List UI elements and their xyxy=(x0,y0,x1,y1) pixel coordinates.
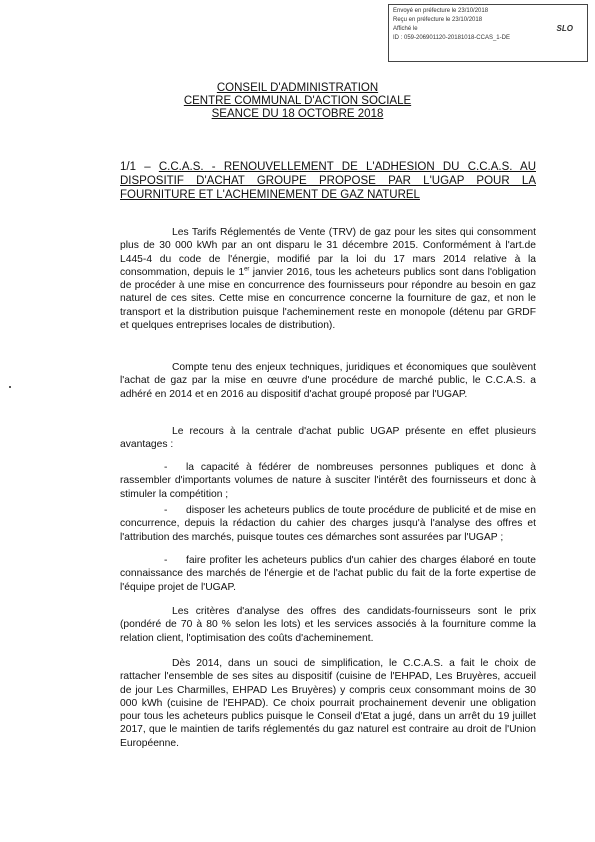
paragraph-4-text: Les critères d'analyse des offres des candidats-fournisseurs sont le prix (pondéré de 70 à 80 % selon les lots) et les services associés à la fourniture comme la relation client, l'optimisation des coûts d'acheminement. xyxy=(120,606,536,644)
paragraph-3 xyxy=(120,425,536,452)
prefecture-stamp xyxy=(388,4,588,62)
bullet-3-text: faire profiter les acheteurs publics d'un cahier des charges élaboré en toute connaissance des marchés de l'énergie et de l'achat public du fait de la forte expertise de l'équipe projet de l'UGAP. xyxy=(120,555,536,593)
agenda-item-title xyxy=(120,160,536,202)
stamp-received-line: Reçu en préfecture le 23/10/2018 xyxy=(393,17,483,23)
paragraph-1-part-b: janvier 2016, tous les acheteurs publics sont dans l'obligation de procéder à une mise en concurrence des fournisseurs pour répondre au besoin en gaz naturel de ces sites. Cette mise en concurrence concerne la fourniture de gaz, et non le transport et la distribution puisque l'acheminement reste en monopole (détenu par GRDF et quelques entreprises locales de distribution). xyxy=(120,266,536,332)
bullet-dash: - xyxy=(164,555,168,566)
title-text: C.C.A.S. - RENOUVELLEMENT DE L'ADHESION DU C.C.A.S. AU DISPOSITIF D'ACHAT GROUPE PROPOSE PAR L'UGAP POUR LA FOURNITURE ET L'ACHEMINEMENT DE GAZ NATUREL xyxy=(120,161,536,201)
header-council: CONSEIL D'ADMINISTRATION xyxy=(216,82,379,94)
paragraph-2 xyxy=(120,361,536,401)
bullet-1-text: la capacité à fédérer de nombreuses personnes publiques et donc à rassembler d'importants volumes de nature à susciter l'intérêt des fournisseurs et donc à stimuler la compétition ; xyxy=(120,462,536,500)
paragraph-1-superscript: er xyxy=(244,266,250,273)
bullet-2-text: disposer les acheteurs publics de toute procédure de publicité et de mise en concurrence, depuis la rédaction du cahier des charges jusqu'à l'analyse des offres et l'attribution des marchés, puisque toutes ces démarches sont assurées par l'UGAP ; xyxy=(120,505,536,543)
document-header xyxy=(0,82,595,121)
paragraph-5-text: Dès 2014, dans un souci de simplification, le C.C.A.S. a fait le choix de rattacher l'ensemble de ses sites au dispositif (cuisine de l'EHPAD, Les Bruyères, accueil de jour Les Charmilles, EHPAD Les Bruyères) y compris ceux consommant moins de 30 000 kWh (cuisine de l'EHPAD). Ce choix pourrait prochainement devenir une obligation pour tous les acheteurs publics puisque le Conseil d'Etat a jugé, dans un arrêt du 19 juillet 2017, que le maintien de tarifs réglementés du gaz naturel est contraire au droit de l'Union Européenne. xyxy=(120,658,536,749)
scan-speck xyxy=(9,386,11,388)
list-item xyxy=(120,461,536,501)
paragraph-5 xyxy=(120,657,536,750)
title-number: 1/1 – xyxy=(120,161,159,173)
bullet-dash: - xyxy=(164,462,168,473)
bullet-dash: - xyxy=(164,505,168,516)
paragraph-2-text: Compte tenu des enjeux techniques, juridiques et économiques que soulèvent l'achat de gaz par la mise en œuvre d'une procédure de marché public, le C.C.A.S. a adhéré en 2014 et en 2016 au dispositif d'achat groupé proposé par l'UGAP. xyxy=(120,362,536,400)
list-item xyxy=(120,554,536,594)
stamp-id-line: ID : 059-206901120-20181018-CCAS_1-DE xyxy=(393,35,510,41)
paragraph-1 xyxy=(120,226,536,332)
paragraph-3-text: Le recours à la centrale d'achat public UGAP présente en effet plusieurs avantages : xyxy=(120,426,536,451)
header-session: SEANCE DU 18 OCTOBRE 2018 xyxy=(211,108,384,120)
stamp-sent-line: Envoyé en préfecture le 23/10/2018 xyxy=(393,8,489,14)
stamp-posted-line: Affiché le xyxy=(393,26,418,32)
list-item xyxy=(120,504,536,544)
paragraph-4 xyxy=(120,605,536,645)
header-ccas: CENTRE COMMUNAL D'ACTION SOCIALE xyxy=(183,95,412,107)
stamp-logo: SLO xyxy=(556,24,573,33)
paragraph-1-part-a: Les Tarifs Réglementés de Vente (TRV) de gaz pour les sites qui consomment plus de 30 000 kWh par an ont disparu le 31 décembre 2015. Conformément à l'art.de L445-4 du code de l'énergie, modifié par la loi du 17 mars 2014 relative à la consommation, depuis le 1 xyxy=(120,227,536,278)
